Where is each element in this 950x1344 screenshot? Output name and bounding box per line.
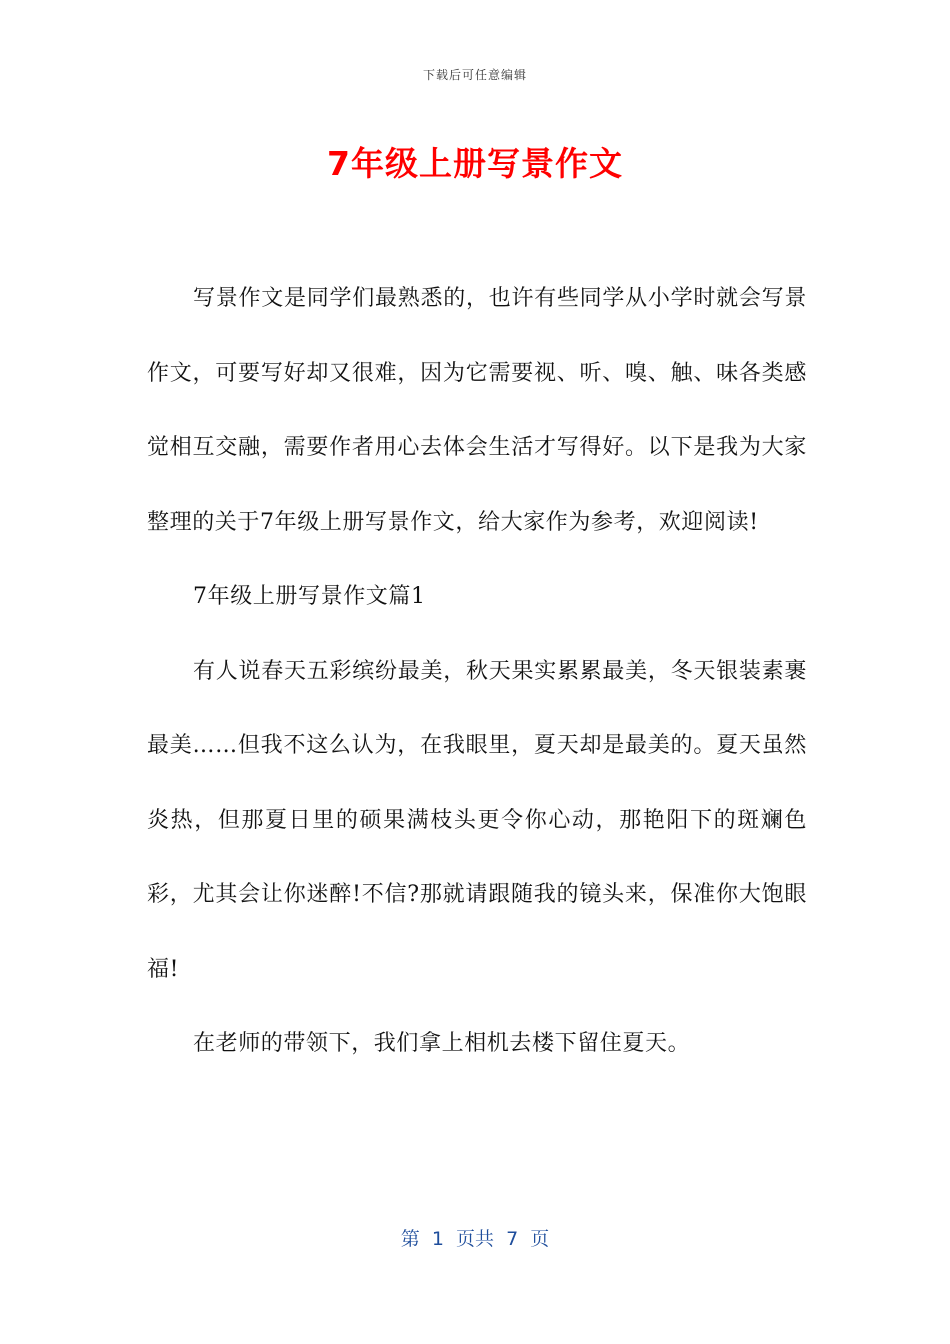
- document-body: [147, 262, 807, 1082]
- header-note: 下载后可任意编辑: [422, 68, 527, 82]
- document-title: 7年级上册写景作文: [327, 144, 623, 183]
- paragraph-teacher: 在老师的带领下，我们拿上相机去楼下留住夏天。: [193, 1031, 691, 1056]
- paragraph-intro: 写景作文是同学们最熟悉的，也许有些同学从小学时就会写景作文，可要写好却又很难，因为它需要视、听、嗅、触、味各类感觉相互交融，需要作者用心去体会生活才写得好。以下是我为大家整理的关于7年级上册写景作文，给大家作为参考，欢迎阅读!: [147, 286, 807, 535]
- section-heading: 7年级上册写景作文篇1: [193, 584, 426, 609]
- page-number-footer: 第 1 页共 7 页: [400, 1228, 550, 1250]
- paragraph-summer: 有人说春天五彩缤纷最美，秋天果实累累最美，冬天银装素裹最美……但我不这么认为，在我眼里，夏天却是最美的。夏天虽然炎热，但那夏日里的硕果满枝头更令你心动，那艳阳下的斑斓色彩，尤其会让你迷醉!不信?那就请跟随我的镜头来，保准你大饱眼福!: [147, 658, 807, 982]
